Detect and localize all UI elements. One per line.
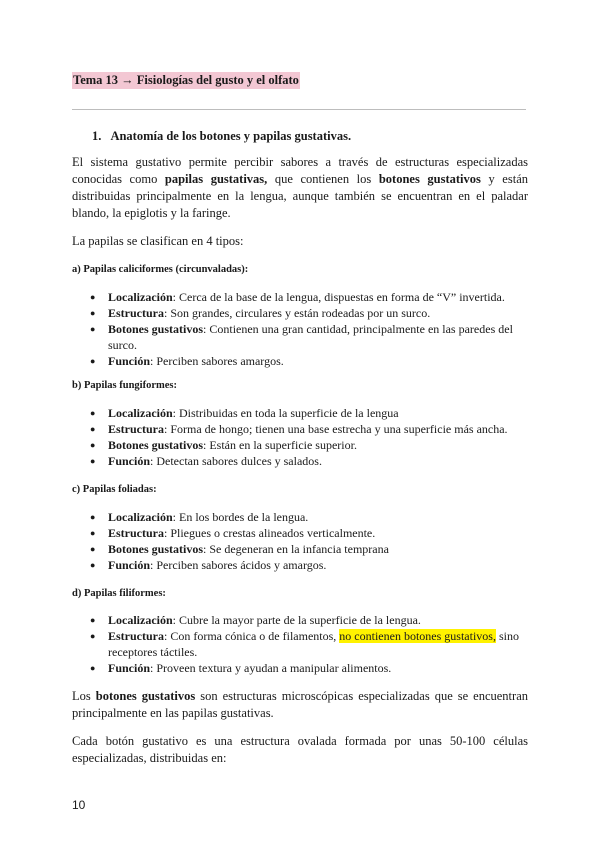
item-text: : Cubre la mayor parte de la superficie de la lengua. [172, 613, 421, 627]
item-text: : Se degeneran en la infancia temprana [203, 542, 389, 556]
horizontal-divider [72, 109, 526, 110]
item-text: : Están en la superficie superior. [203, 438, 357, 452]
item-text-after: sino receptores táctiles. [108, 629, 519, 659]
item-label: Localización [108, 406, 173, 420]
item-label: Localización [108, 510, 173, 524]
boton-paragraph: Cada botón gustativo es una estructura ovalada formada por unas 50-100 células especializadas, distribuidas en: [72, 734, 528, 765]
botones-text-2: son estructuras microscópicas especializadas que se encuentran principalmente en las papilas gustativas. [72, 689, 528, 720]
papila-heading-a: a) Papilas caliciformes (circunvaladas): [72, 264, 249, 275]
item-label: Estructura [108, 422, 164, 436]
list-item [72, 628, 528, 660]
papila-list-c [72, 509, 528, 573]
section-heading [92, 128, 351, 145]
list-item [72, 305, 528, 321]
list-item [72, 453, 528, 469]
item-text: : Contienen una gran cantidad, principalmente en las paredes del surco. [108, 322, 513, 352]
page-title: Tema 13 → Fisiologías del gusto y el olfato [73, 73, 299, 87]
intro-text-1: El sistema gustativo permite percibir sabores a través de estructuras especializadas conocidas como [72, 155, 528, 186]
list-item [72, 353, 528, 369]
list-item [72, 321, 528, 353]
list-item [72, 405, 528, 421]
item-label: Estructura [108, 526, 164, 540]
item-label: Estructura [108, 629, 164, 643]
intro-bold-1: papilas gustativas, [164, 172, 268, 186]
papila-heading-b: b) Papilas fungiformes: [72, 380, 177, 391]
list-item [72, 437, 528, 453]
list-item [72, 509, 528, 525]
item-label: Botones gustativos [108, 322, 204, 336]
item-text: : Con forma cónica o de filamentos, [164, 629, 340, 643]
item-label: Localización [108, 613, 173, 627]
item-label: Estructura [108, 306, 164, 320]
list-item [72, 660, 528, 676]
list-item [72, 541, 528, 557]
intro-text-2: que contienen los [267, 172, 379, 186]
papila-list-a [72, 289, 528, 369]
item-text: : Perciben sabores ácidos y amargos. [150, 558, 327, 572]
intro-bold-2: botones gustativos [378, 172, 481, 186]
intro-text-3: y están distribuidas principalmente en la lengua, aunque también se encuentran en el paladar blando, la epiglotis y la faringe. [72, 172, 528, 220]
item-label: Función [108, 354, 151, 368]
list-item [72, 612, 528, 628]
page-number: 10 [72, 798, 86, 812]
item-text: : Perciben sabores amargos. [150, 354, 284, 368]
section-number: 1. [92, 129, 102, 143]
item-label: Función [108, 661, 151, 675]
item-text: : Distribuidas en toda la superficie de la lengua [172, 406, 399, 420]
botones-bold: botones gustativos [95, 689, 196, 703]
botones-text-1: Los [72, 689, 96, 703]
item-text: : Cerca de la base de la lengua, dispuestas en forma de “V” invertida. [172, 290, 505, 304]
papila-heading-c: c) Papilas foliadas: [72, 484, 157, 495]
item-text: : Proveen textura y ayudan a manipular alimentos. [150, 661, 392, 675]
item-text: : Pliegues o crestas alineados verticalmente. [164, 526, 376, 540]
list-item [72, 525, 528, 541]
item-label: Botones gustativos [108, 542, 204, 556]
list-item [72, 557, 528, 573]
highlighted-text: no contienen botones gustativos, [339, 629, 496, 643]
item-label: Localización [108, 290, 173, 304]
item-label: Función [108, 558, 151, 572]
item-label: Botones gustativos [108, 438, 204, 452]
item-text: : Son grandes, circulares y están rodeadas por un surco. [164, 306, 431, 320]
item-text: : Detectan sabores dulces y salados. [150, 454, 322, 468]
section-heading-text: Anatomía de los botones y papilas gustativas. [110, 129, 352, 143]
item-label: Función [108, 454, 151, 468]
botones-paragraph [72, 688, 528, 722]
list-item [72, 289, 528, 305]
item-text: : En los bordes de la lengua. [172, 510, 309, 524]
classify-paragraph: La papilas se clasifican en 4 tipos: [72, 234, 244, 248]
intro-paragraph [72, 154, 528, 222]
papila-list-d [72, 612, 528, 676]
item-text: : Forma de hongo; tienen una base estrecha y una superficie más ancha. [164, 422, 508, 436]
papila-heading-d: d) Papilas filiformes: [72, 588, 166, 599]
papila-list-b [72, 405, 528, 469]
list-item [72, 421, 528, 437]
